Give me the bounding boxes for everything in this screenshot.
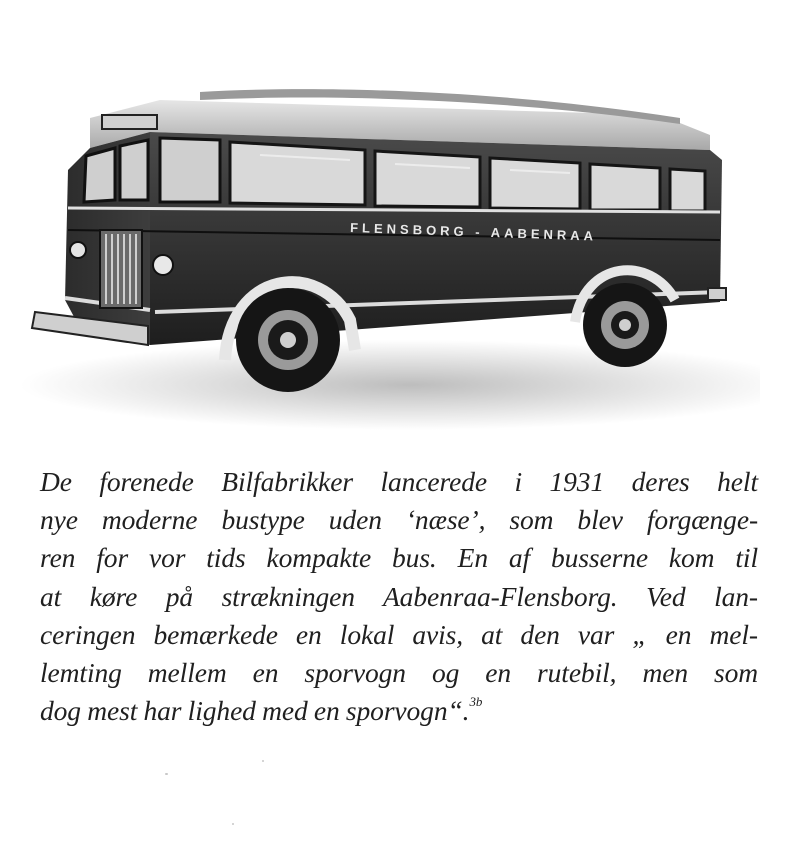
caption-line: ceringen bemærkede en lokal avis, at den var „ en mel-: [40, 618, 758, 650]
left-headlight: [70, 242, 86, 258]
scan-speck: [165, 773, 168, 775]
side-lettering: FLENSBORG - AABENRAA: [349, 220, 598, 244]
caption-line-final: [40, 692, 758, 730]
bus-illustration: [20, 60, 760, 445]
caption-line: De forenede Bilfabrikker lancerede i 1931 deres helt: [40, 466, 758, 497]
caption-line: dog mest har lighed med en sporvogn“.: [40, 695, 470, 727]
scan-speck: [262, 760, 264, 762]
front-wheel: [236, 288, 340, 392]
destination-box: [102, 115, 157, 129]
caption-line: at køre på strækningen Aabenraa-Flensborg. Ved lan-: [40, 580, 758, 612]
bus-photo: [20, 60, 760, 445]
scan-speck: [232, 823, 234, 825]
photo-caption: [40, 463, 758, 730]
caption-line: ren for vor tids kompakte bus. En af busserne kom til: [40, 542, 758, 574]
caption-line: lemting mellem en sporvogn og en rutebil, men som: [40, 657, 758, 689]
radiator-grille: [100, 230, 142, 308]
footnote-reference: 3b: [469, 694, 483, 710]
rear-wheel: [583, 283, 667, 367]
right-headlight: [153, 255, 173, 275]
caption-line: nye moderne bustype uden ‘næse’, som blev forgænge-: [40, 504, 758, 536]
